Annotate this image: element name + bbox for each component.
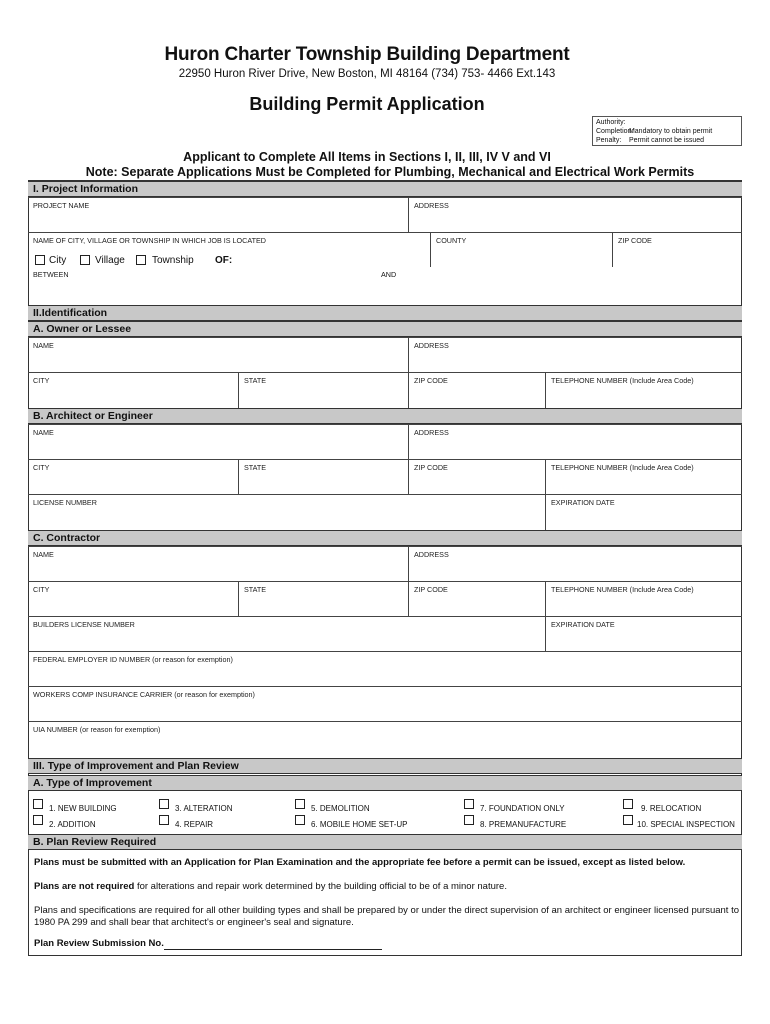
plan-review-paragraph-3: Plans and specifications are required for all other building types and shall be prepared by or under the direct supervision of an architect or engineer licensed pursuant to 1980 PA 299 and shall bear that architect's or engineer's seal and signature. bbox=[34, 905, 740, 928]
department-title: Huron Charter Township Building Department bbox=[164, 44, 570, 65]
note-text: Note: Separate Applications Must be Completed for Plumbing, Mechanical and Electrical Work Permits bbox=[85, 165, 695, 179]
project-zip-field[interactable]: ZIP CODE bbox=[612, 232, 742, 267]
city-checkbox[interactable] bbox=[35, 255, 45, 265]
between-field[interactable]: BETWEEN bbox=[33, 270, 69, 279]
architect-phone-field[interactable]: TELEPHONE NUMBER (Include Area Code) bbox=[545, 459, 742, 494]
architect-expiration-field[interactable]: EXPIRATION DATE bbox=[545, 494, 742, 530]
submission-number-row bbox=[34, 938, 382, 950]
form-title: Building Permit Application bbox=[249, 94, 485, 114]
demolition-checkbox[interactable] bbox=[295, 799, 305, 809]
plan-review-paragraph-2 bbox=[34, 881, 739, 893]
new-building-label: 1. NEW BUILDING bbox=[49, 804, 117, 813]
contractor-name-field[interactable]: NAME bbox=[28, 546, 408, 581]
project-address-field[interactable]: ADDRESS bbox=[408, 197, 742, 232]
mobile-home-checkbox[interactable] bbox=[295, 815, 305, 825]
foundation-only-checkbox[interactable] bbox=[464, 799, 474, 809]
architect-zip-field[interactable]: ZIP CODE bbox=[408, 459, 545, 494]
alteration-checkbox[interactable] bbox=[159, 799, 169, 809]
owner-name-field[interactable]: NAME bbox=[28, 337, 408, 372]
addition-checkbox[interactable] bbox=[33, 815, 43, 825]
completion-label: Completion: bbox=[596, 128, 634, 135]
owner-zip-field[interactable]: ZIP CODE bbox=[408, 372, 545, 408]
special-inspection-checkbox[interactable] bbox=[623, 815, 633, 825]
village-label: Village bbox=[95, 255, 125, 266]
new-building-checkbox[interactable] bbox=[33, 799, 43, 809]
premanufacture-checkbox[interactable] bbox=[464, 815, 474, 825]
submission-number-input[interactable] bbox=[164, 939, 382, 950]
special-inspection-label: 10. SPECIAL INSPECTION bbox=[637, 820, 735, 829]
completion-value: Mandatory to obtain permit bbox=[628, 128, 713, 135]
authority-label: Authority: bbox=[596, 119, 626, 126]
of-label: OF: bbox=[215, 255, 233, 266]
repair-checkbox[interactable] bbox=[159, 815, 169, 825]
plans-not-required-rest: for alterations and repair work determined by the building official to be of a minor nature. bbox=[134, 881, 507, 892]
department-address: 22950 Huron River Drive, New Boston, MI 48164 (734) 753- 4466 Ext.143 bbox=[178, 68, 556, 80]
architect-license-field[interactable]: LICENSE NUMBER bbox=[28, 494, 545, 530]
premanufacture-label: 8. PREMANUFACTURE bbox=[480, 820, 567, 829]
instruction-text: Applicant to Complete All Items in Sections I, II, III, IV V and VI bbox=[183, 150, 551, 164]
architect-state-field[interactable]: STATE bbox=[238, 459, 408, 494]
improvement-type-subsection-header: A. Type of Improvement bbox=[28, 775, 742, 791]
and-label: AND bbox=[381, 270, 397, 279]
owner-city-field[interactable]: CITY bbox=[28, 372, 238, 408]
owner-phone-field[interactable]: TELEPHONE NUMBER (Include Area Code) bbox=[545, 372, 742, 408]
mobile-home-label: 6. MOBILE HOME SET-UP bbox=[311, 820, 408, 829]
relocation-label: 9. RELOCATION bbox=[641, 804, 702, 813]
plans-not-required-bold: Plans are not required bbox=[34, 881, 135, 892]
repair-label: 4. REPAIR bbox=[175, 820, 214, 829]
plan-review-paragraph-1: Plans must be submitted with an Application for Plan Examination and the appropriate fee before a permit can be issued, except as listed below. bbox=[34, 857, 686, 868]
architect-subsection-header: B. Architect or Engineer bbox=[28, 408, 742, 424]
penalty-label: Penalty: bbox=[596, 137, 622, 144]
addition-label: 2. ADDITION bbox=[49, 820, 96, 829]
submission-number-label: Plan Review Submission No. bbox=[34, 938, 164, 949]
section-identification-header: II.Identification bbox=[28, 305, 742, 321]
foundation-only-label: 7. FOUNDATION ONLY bbox=[480, 804, 565, 813]
architect-address-field[interactable]: ADDRESS bbox=[408, 424, 742, 459]
relocation-checkbox[interactable] bbox=[623, 799, 633, 809]
owner-address-field[interactable]: ADDRESS bbox=[408, 337, 742, 372]
architect-city-field[interactable]: CITY bbox=[28, 459, 238, 494]
owner-state-field[interactable]: STATE bbox=[238, 372, 408, 408]
penalty-value: Permit cannot be issued bbox=[628, 137, 705, 144]
village-checkbox[interactable] bbox=[80, 255, 90, 265]
demolition-label: 5. DEMOLITION bbox=[311, 804, 370, 813]
municipality-field[interactable]: NAME OF CITY, VILLAGE OR TOWNSHIP IN WHICH JOB IS LOCATED bbox=[28, 232, 430, 267]
contractor-address-field[interactable]: ADDRESS bbox=[408, 546, 742, 581]
section-project-information-header: I. Project Information bbox=[28, 181, 742, 197]
workers-comp-field[interactable]: WORKERS COMP INSURANCE CARRIER (or reason for exemption) bbox=[28, 686, 742, 721]
authority-box bbox=[592, 116, 742, 146]
project-name-field[interactable]: PROJECT NAME bbox=[28, 197, 408, 232]
architect-name-field[interactable]: NAME bbox=[28, 424, 408, 459]
contractor-state-field[interactable]: STATE bbox=[238, 581, 408, 616]
owner-subsection-header: A. Owner or Lessee bbox=[28, 321, 742, 337]
uia-field[interactable]: UIA NUMBER (or reason for exemption) bbox=[28, 721, 742, 758]
contractor-expiration-field[interactable]: EXPIRATION DATE bbox=[545, 616, 742, 651]
township-label: Township bbox=[152, 255, 194, 266]
city-label: City bbox=[49, 255, 67, 266]
contractor-license-field[interactable]: BUILDERS LICENSE NUMBER bbox=[28, 616, 545, 651]
contractor-subsection-header: C. Contractor bbox=[28, 530, 742, 546]
contractor-phone-field[interactable]: TELEPHONE NUMBER (Include Area Code) bbox=[545, 581, 742, 616]
section-improvement-header: III. Type of Improvement and Plan Review bbox=[28, 758, 742, 774]
alteration-label: 3. ALTERATION bbox=[175, 804, 233, 813]
contractor-city-field[interactable]: CITY bbox=[28, 581, 238, 616]
plan-review-subsection-header: B. Plan Review Required bbox=[28, 834, 742, 850]
contractor-zip-field[interactable]: ZIP CODE bbox=[408, 581, 545, 616]
fein-field[interactable]: FEDERAL EMPLOYER ID NUMBER (or reason for exemption) bbox=[28, 651, 742, 686]
county-field[interactable]: COUNTY bbox=[430, 232, 612, 267]
township-checkbox[interactable] bbox=[136, 255, 146, 265]
